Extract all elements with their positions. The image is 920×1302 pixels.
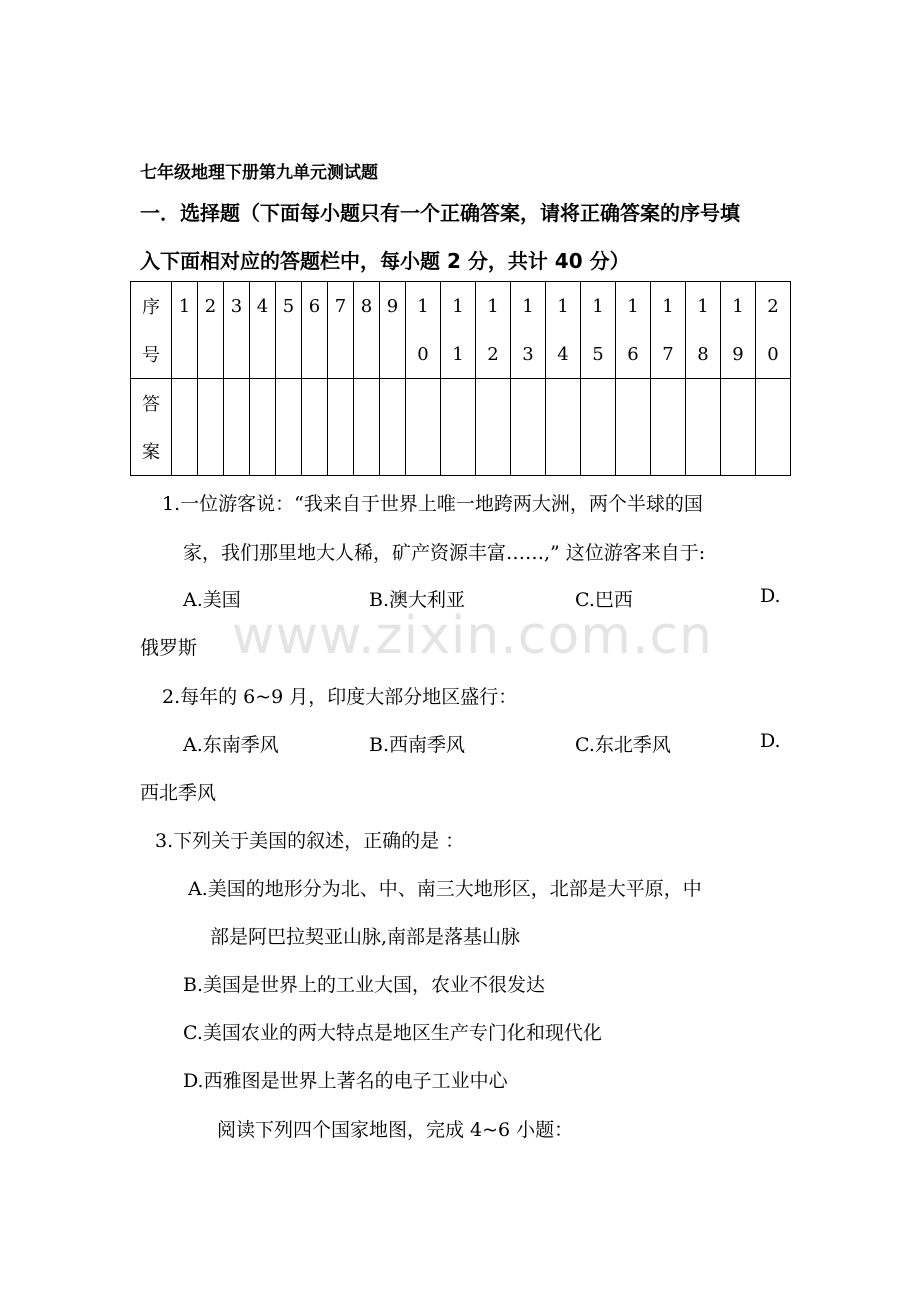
answer-cell[interactable] bbox=[721, 379, 756, 476]
question-number-cell: 1 2 bbox=[476, 282, 511, 379]
watermark: www.zixin.com.cn bbox=[232, 606, 713, 666]
q1-option-d-text: 俄罗斯 bbox=[140, 637, 198, 659]
question-number-cell: 1 9 bbox=[721, 282, 756, 379]
q1-option-c: C.巴西 bbox=[575, 589, 633, 611]
question-number-cell: 9 bbox=[380, 282, 406, 379]
number-row bbox=[131, 282, 791, 379]
answer-cell[interactable] bbox=[756, 379, 791, 476]
header-char: 答 bbox=[142, 394, 160, 415]
q2-option-d-text: 西北季风 bbox=[140, 782, 217, 804]
answer-cell[interactable] bbox=[380, 379, 406, 476]
question-1-stem-cont: 家，我们那里地大人稀，矿产资源丰富……,” 这位游客来自于: bbox=[183, 542, 706, 564]
answer-cell[interactable] bbox=[198, 379, 224, 476]
answer-cell[interactable] bbox=[328, 379, 354, 476]
reading-instruction: 阅读下列四个国家地图，完成 4~6 小题： bbox=[217, 1119, 574, 1141]
q1-option-a: A.美国 bbox=[183, 589, 241, 611]
question-2-stem: 2.每年的 6~9 月，印度大部分地区盛行： bbox=[162, 686, 518, 708]
question-number-cell: 1 1 bbox=[441, 282, 476, 379]
question-number-cell: 1 7 bbox=[651, 282, 686, 379]
question-number-cell: 1 bbox=[172, 282, 198, 379]
question-number-cell: 2 0 bbox=[756, 282, 791, 379]
answer-cell[interactable] bbox=[476, 379, 511, 476]
q1-option-d: D. bbox=[760, 585, 781, 607]
q3-option-b: B.美国是世界上的工业大国，农业不很发达 bbox=[183, 974, 546, 996]
q2-option-a: A.东南季风 bbox=[183, 734, 279, 756]
q2-option-d: D. bbox=[760, 730, 781, 752]
page-title: 七年级地理下册第九单元测试题 bbox=[140, 163, 378, 183]
header-char: 案 bbox=[142, 442, 160, 463]
question-number-cell: 3 bbox=[224, 282, 250, 379]
answer-cell[interactable] bbox=[276, 379, 302, 476]
section-heading-line1: 一．选择题（下面每小题只有一个正确答案，请将正确答案的序号填 bbox=[140, 201, 740, 225]
answer-table bbox=[130, 281, 791, 476]
row-header-number bbox=[131, 282, 172, 379]
question-number-cell: 4 bbox=[250, 282, 276, 379]
answer-cell[interactable] bbox=[686, 379, 721, 476]
question-number-cell: 8 bbox=[354, 282, 380, 379]
answer-cell[interactable] bbox=[441, 379, 476, 476]
question-1-stem: 1.一位游客说：“我来自于世界上唯一地跨两大洲，两个半球的国 bbox=[162, 493, 703, 515]
answer-cell[interactable] bbox=[511, 379, 546, 476]
question-number-cell: 1 8 bbox=[686, 282, 721, 379]
question-number-cell: 1 4 bbox=[546, 282, 581, 379]
section-heading-line2: 入下面相对应的答题栏中，每小题 2 分，共计 40 分） bbox=[140, 249, 630, 273]
answer-cell[interactable] bbox=[651, 379, 686, 476]
header-char: 号 bbox=[142, 345, 160, 366]
q3-option-a-cont: 部是阿巴拉契亚山脉,南部是落基山脉 bbox=[210, 926, 521, 948]
answer-cell[interactable] bbox=[224, 379, 250, 476]
row-header-answer bbox=[131, 379, 172, 476]
question-number-cell: 2 bbox=[198, 282, 224, 379]
answer-cell[interactable] bbox=[546, 379, 581, 476]
q3-option-c: C.美国农业的两大特点是地区生产专门化和现代化 bbox=[183, 1022, 602, 1044]
question-3-stem: 3.下列关于美国的叙述，正确的是 ： bbox=[155, 830, 465, 852]
answer-cell[interactable] bbox=[302, 379, 328, 476]
q3-option-d: D.西雅图是世界上著名的电子工业中心 bbox=[183, 1070, 508, 1092]
question-number-cell: 5 bbox=[276, 282, 302, 379]
q1-option-b: B.澳大利亚 bbox=[369, 589, 466, 611]
answer-cell[interactable] bbox=[581, 379, 616, 476]
answer-cell[interactable] bbox=[172, 379, 198, 476]
answer-cell[interactable] bbox=[616, 379, 651, 476]
answer-cell[interactable] bbox=[250, 379, 276, 476]
question-number-cell: 1 6 bbox=[616, 282, 651, 379]
header-char: 序 bbox=[142, 297, 160, 318]
question-number-cell: 7 bbox=[328, 282, 354, 379]
question-number-cell: 1 3 bbox=[511, 282, 546, 379]
question-number-cell: 1 0 bbox=[406, 282, 441, 379]
answer-cell[interactable] bbox=[406, 379, 441, 476]
question-number-cell: 1 5 bbox=[581, 282, 616, 379]
answer-cell[interactable] bbox=[354, 379, 380, 476]
q3-option-a: A.美国的地形分为北、中、南三大地形区，北部是大平原，中 bbox=[188, 878, 702, 900]
q2-option-b: B.西南季风 bbox=[369, 734, 466, 756]
q2-option-c: C.东北季风 bbox=[575, 734, 671, 756]
answer-row bbox=[131, 379, 791, 476]
question-number-cell: 6 bbox=[302, 282, 328, 379]
